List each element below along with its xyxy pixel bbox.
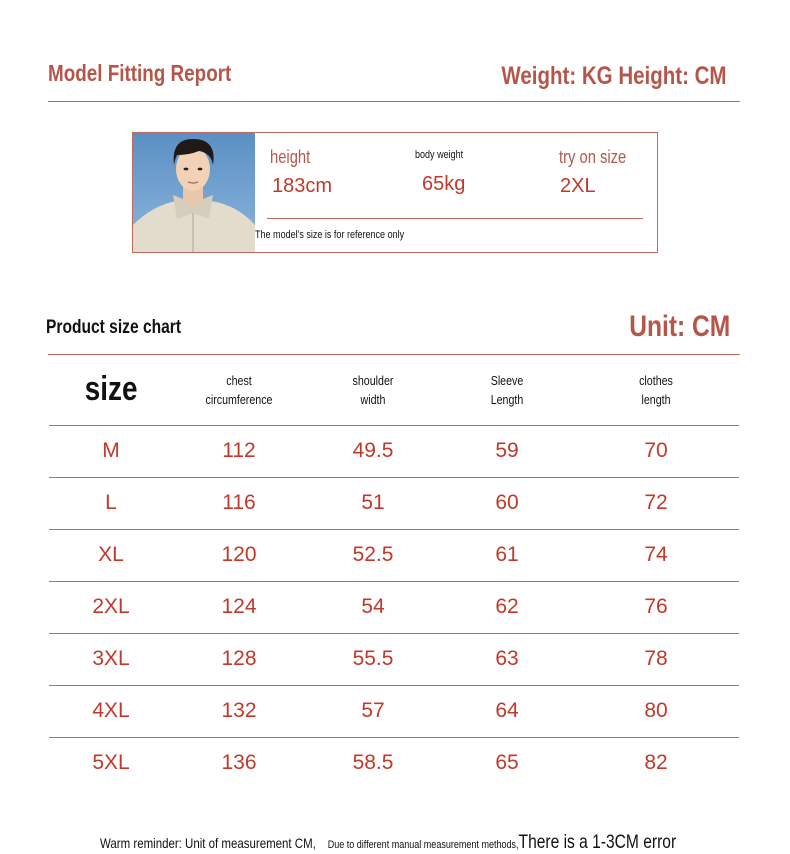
table-row	[49, 581, 739, 633]
sleeve-cell: 65	[495, 751, 519, 775]
sleeve-column-header: Sleeve Length	[490, 372, 524, 407]
header-divider	[48, 101, 740, 102]
chest-cell: 116	[222, 491, 256, 514]
model-card-divider	[267, 218, 643, 219]
shoulder-column-header: shoulder width	[352, 372, 394, 407]
table-row	[49, 737, 739, 789]
report-units: Weight: KG Height: CM	[500, 62, 726, 90]
shoulder-cell: 51	[361, 491, 385, 514]
table-row	[49, 425, 739, 477]
model-photo	[133, 133, 255, 252]
shoulder-cell: 55.5	[352, 647, 394, 670]
height-label: height	[270, 147, 311, 167]
shoulder-cell: 57	[361, 699, 385, 722]
size-cell: 4XL	[92, 699, 130, 722]
shoulder-cell: 49.5	[352, 439, 394, 462]
length-cell: 80	[644, 699, 668, 722]
weight-label: body weight	[415, 149, 464, 161]
report-title: Model Fitting Report	[48, 60, 232, 86]
length-cell: 76	[644, 595, 668, 618]
chest-cell: 112	[222, 439, 256, 462]
shoulder-cell: 52.5	[352, 543, 394, 566]
length-cell: 78	[644, 647, 668, 670]
length-column-header: clothes length	[639, 372, 673, 407]
weight-value: 65kg	[422, 173, 466, 195]
footer-part-3: There is a 1-3CM error	[518, 832, 677, 853]
length-cell: 72	[644, 491, 668, 514]
size-cell: 2XL	[92, 595, 130, 618]
model-card	[132, 132, 658, 253]
size-cell: 5XL	[92, 751, 130, 775]
size-column-header: size	[84, 370, 138, 409]
size-cell: L	[105, 491, 117, 514]
chart-title: Product size chart	[46, 317, 182, 338]
footer-part-1: Warm reminder: Unit of measurement CM,	[100, 835, 316, 851]
sleeve-cell: 64	[495, 699, 519, 722]
tryon-value: 2XL	[560, 175, 596, 197]
chest-cell: 120	[221, 543, 257, 566]
chest-cell: 128	[221, 647, 257, 670]
size-table	[49, 355, 739, 789]
sleeve-cell: 63	[495, 647, 519, 670]
tryon-label: try on size	[559, 147, 627, 167]
table-row	[49, 685, 739, 737]
length-cell: 70	[644, 439, 668, 462]
sleeve-cell: 59	[495, 439, 519, 462]
sleeve-cell: 60	[495, 491, 519, 514]
length-cell: 74	[644, 543, 668, 566]
sleeve-cell: 62	[495, 595, 519, 618]
sleeve-cell: 61	[495, 543, 519, 566]
table-row	[49, 633, 739, 685]
shoulder-cell: 54	[361, 595, 385, 618]
chest-column-header: chest circumference	[205, 372, 273, 407]
chest-cell: 132	[221, 699, 257, 722]
size-cell: XL	[98, 543, 124, 566]
height-value: 183cm	[272, 175, 333, 197]
table-row	[49, 477, 739, 529]
model-note: The model's size is for reference only	[255, 229, 405, 241]
shoulder-cell: 58.5	[352, 751, 394, 775]
chest-cell: 136	[221, 751, 257, 775]
size-cell: M	[102, 439, 120, 462]
footer-part-2: Due to different manual measurement methods,	[327, 839, 519, 851]
length-cell: 82	[644, 751, 668, 775]
size-cell: 3XL	[92, 647, 130, 670]
chart-unit: Unit: CM	[628, 310, 730, 343]
chest-cell: 124	[221, 595, 257, 618]
table-row	[49, 529, 739, 581]
size-table-header-row	[49, 355, 739, 425]
